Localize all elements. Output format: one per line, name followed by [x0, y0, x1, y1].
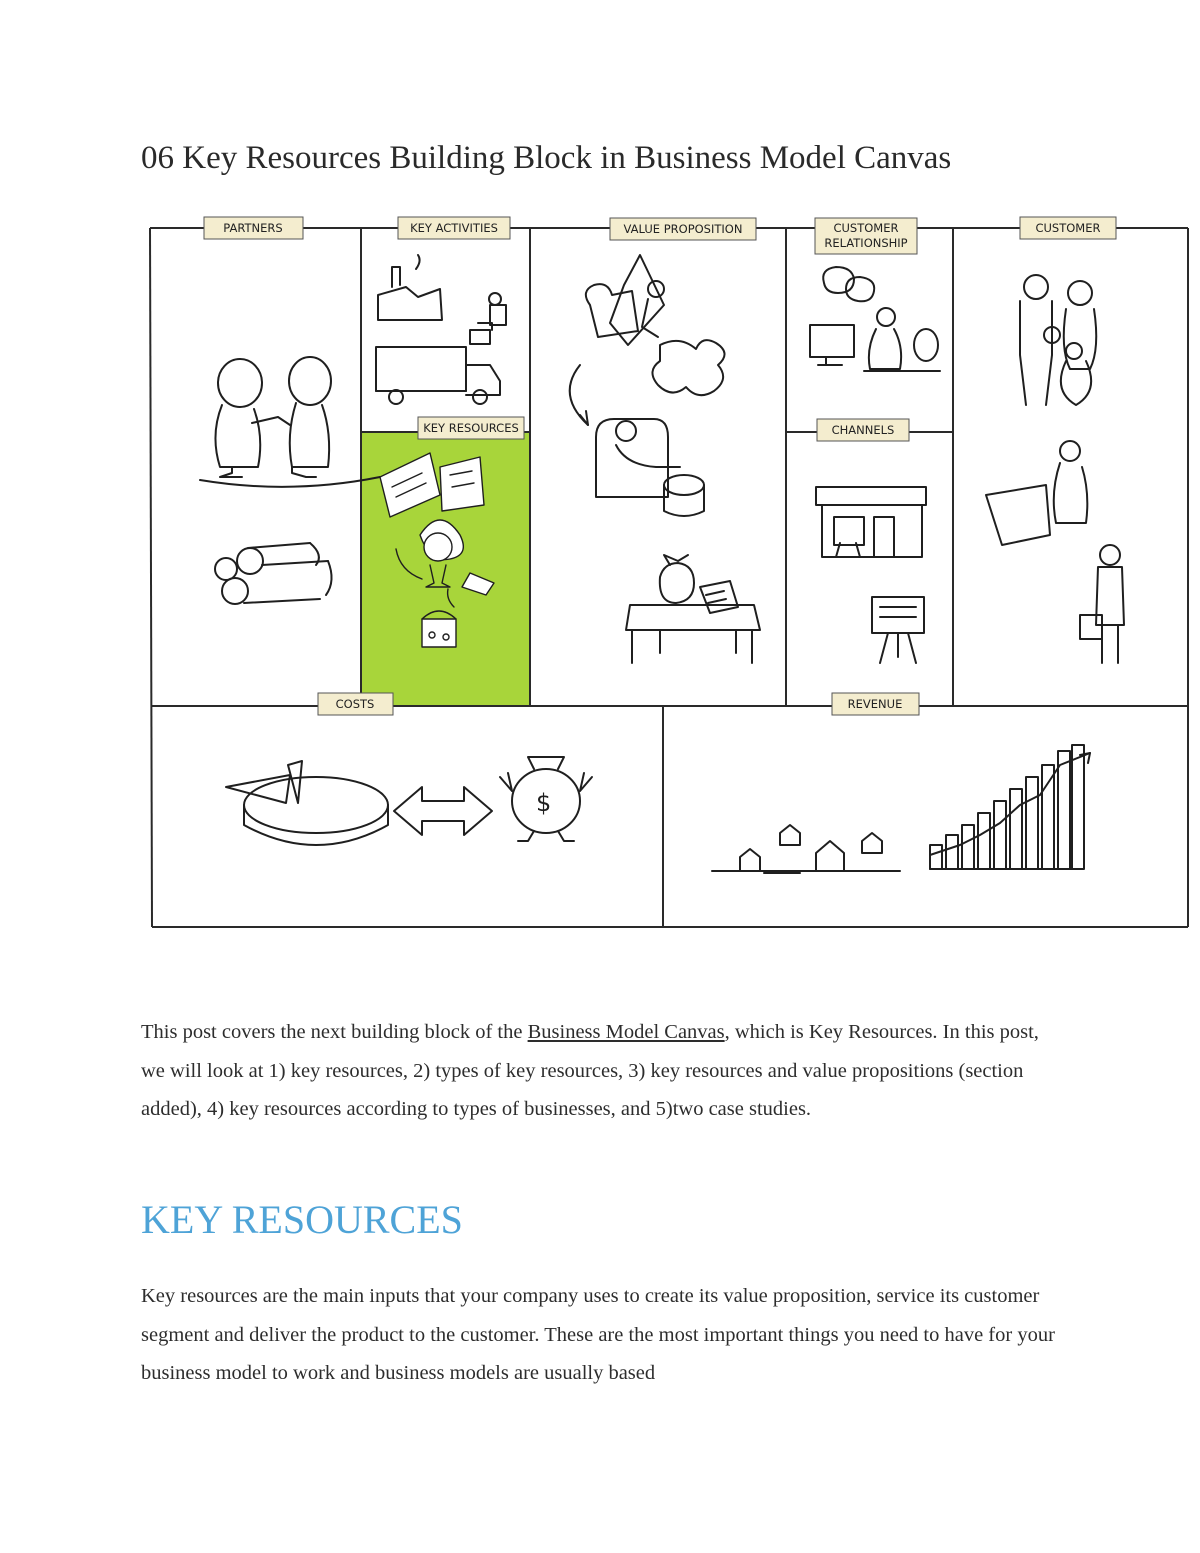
key-resources-paragraph: Key resources are the main inputs that your company uses to create its value proposition, service its customer segment and deliver the product to the customer. These are the most important things you need to have for your business model to work and business models are usually based — [141, 1285, 1055, 1384]
svg-text:KEY RESOURCES: KEY RESOURCES — [423, 421, 519, 435]
armchair-icon — [596, 419, 704, 516]
svg-text:KEY ACTIVITIES: KEY ACTIVITIES — [410, 221, 498, 235]
man-with-bag-icon — [1080, 545, 1124, 663]
business-model-canvas-link[interactable]: Business Model Canvas — [527, 1021, 725, 1043]
section-heading-key-resources: KEY RESOURCES — [141, 1197, 463, 1242]
logs-icon — [215, 543, 332, 604]
family-icon — [1020, 275, 1096, 405]
handshake-icon — [200, 357, 380, 487]
label-customer — [1020, 217, 1116, 239]
houses-icon — [712, 825, 900, 873]
svg-text:$: $ — [536, 789, 552, 817]
svg-text:RELATIONSHIP: RELATIONSHIP — [824, 236, 908, 250]
svg-text:REVENUE: REVENUE — [847, 697, 903, 711]
svg-text:CUSTOMER: CUSTOMER — [833, 221, 899, 235]
growth-chart-icon — [930, 745, 1090, 869]
svg-text:CHANNELS: CHANNELS — [831, 423, 895, 437]
svg-text:COSTS: COSTS — [335, 697, 375, 711]
pie-chart-icon — [226, 761, 388, 845]
speech-bubbles-icon — [823, 267, 874, 301]
factory-icon — [378, 255, 506, 344]
computer-desk-icon — [810, 308, 940, 371]
double-arrow-icon — [394, 787, 492, 835]
label-revenue — [832, 693, 919, 715]
intro-paragraph: This post covers the next building block of the Business Model Canvas, which is Key Resources. In this post, we will look at 1) key resources, 2) types of key resources, 3) key resources and value propositions (section added), 4) key resources according to types of businesses, and 5)two case studies. — [141, 1021, 1039, 1120]
svg-text:CUSTOMER: CUSTOMER — [1035, 221, 1101, 235]
easel-board-icon — [872, 597, 924, 663]
shop-icon — [816, 487, 926, 557]
truck-icon — [376, 347, 500, 404]
label-partners — [204, 217, 303, 239]
label-costs — [318, 693, 393, 715]
label-key-resources — [418, 417, 524, 439]
label-customer-relationship — [815, 218, 917, 254]
svg-text:VALUE PROPOSITION: VALUE PROPOSITION — [623, 222, 743, 236]
canvas-grid — [150, 228, 1188, 927]
curved-arrow-icon — [570, 365, 588, 425]
puzzle-icon — [586, 255, 725, 395]
label-channels — [817, 419, 909, 441]
money-bag-icon — [500, 757, 592, 841]
business-model-canvas-figure — [140, 205, 1200, 940]
page-title: 06 Key Resources Building Block in Business Model Canvas — [141, 140, 952, 176]
label-value-proposition — [610, 218, 756, 240]
money-table-icon — [626, 555, 760, 663]
shopping-woman-icon — [986, 441, 1087, 545]
svg-text:PARTNERS: PARTNERS — [223, 221, 283, 235]
label-key-activities — [398, 217, 510, 239]
